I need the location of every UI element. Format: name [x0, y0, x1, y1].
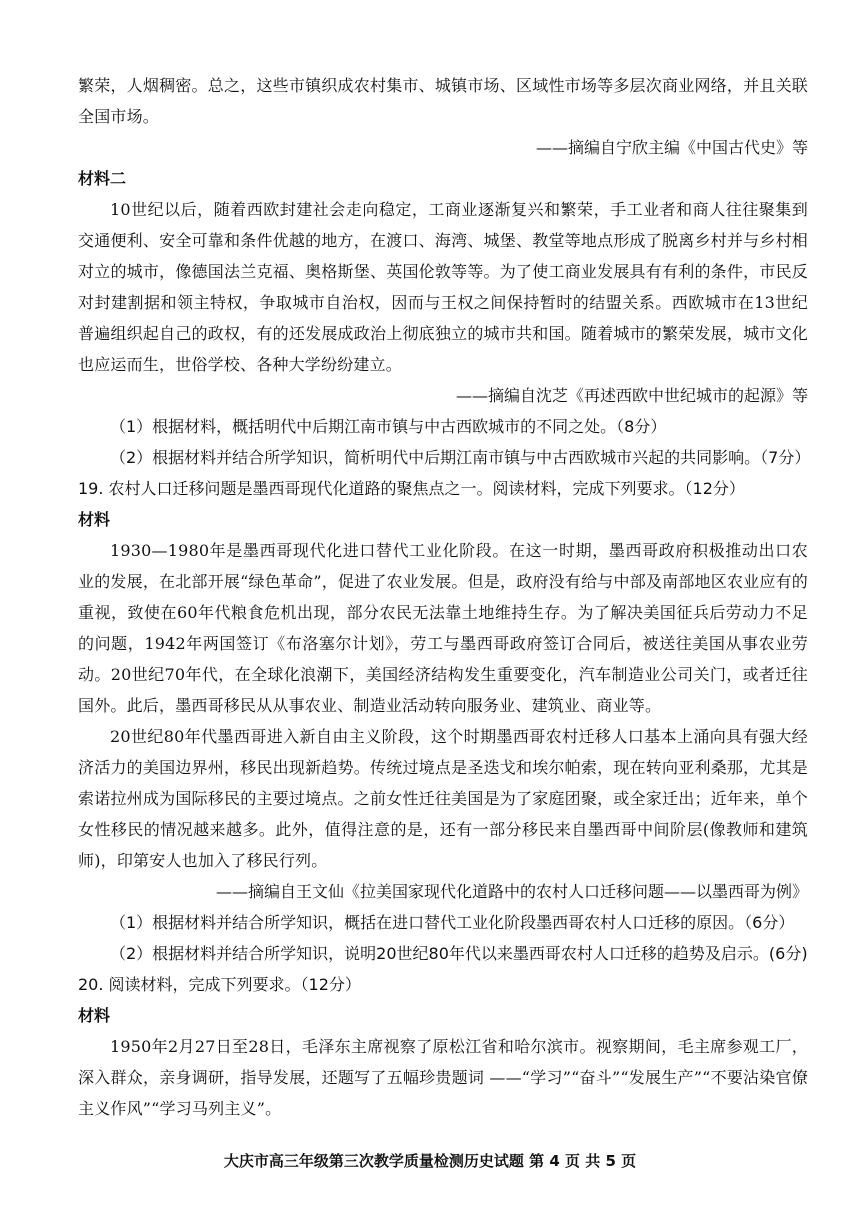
page-footer: 大庆市高三年级第三次教学质量检测历史试题 第 4 页 共 5 页 [223, 1152, 637, 1170]
q19-material-heading: 材料 [78, 510, 111, 529]
material2-text: 10世纪以后，随着西欧封建社会走向稳定，工商业逐渐复兴和繁荣，手工业者和商人往往聚集到交通便利、安全可靠和条件优越的地方，在渡口、海湾、城堡、教堂等地点形成了脱离乡村并与乡村相对立的城市，像德国法兰克福、奥格斯堡、英国伦敦等等。为了使工商业发展具有有利的条件，市民反对封建割据和领主特权，争取城市自治权，因而与王权之间保持暂时的结盟关系。西欧城市在13世纪普遍组织起自己的政权，有的还发展成政治上彻底独立的城市共和国。随着城市的繁荣发展，城市文化也应运而生，世俗学校、各种大学纷纷建立。 [78, 200, 808, 374]
q19-material-para2: 20世纪80年代墨西哥进入新自由主义阶段，这个时期墨西哥农村迁移人口基本上涌向具有强大经济活力的美国边界州，移民出现新趋势。传统过境点是圣迭戈和埃尔帕索，现在转向亚利桑那，尤其是索诺拉州成为国际移民的主要过境点。之前女性迁往美国是为了家庭团聚，或全家迁出；近年来，单个女性移民的情况越来越多。此外，值得注意的是，还有一部分移民来自墨西哥中间阶层(像教师和建筑师)，印第安人也加入了移民行列。 [78, 727, 808, 870]
q19-material-para1: 1930—1980年是墨西哥现代化进口替代工业化阶段。在这一时期，墨西哥政府积极推动出口农业的发展，在北部开展“绿色革命”，促进了农业发展。但是，政府没有给与中部及南部地区农业应有的重视，致使在60年代粮食危机出现，部分农民无法靠土地维持生存。为了解决美国征兵后劳动力不足的问题，1942年两国签订《布洛塞尔计划》，劳工与墨西哥政府签订合同后，被送往美国从事农业劳动。20世纪70年代，在全球化浪潮下，美国经济结构发生重要变化，汽车制造业公司关门，或者迁往国外。此后，墨西哥移民从从事农业、制造业活动转向服务业、建筑业、商业等。 [78, 541, 808, 715]
q20-material-heading: 材料 [78, 1006, 111, 1025]
material2-source: ——摘编自沈芝《再述西欧中世纪城市的起源》等 [455, 386, 808, 405]
material1-source: ——摘编自宁欣主编《中国古代史》等 [535, 138, 808, 157]
q19-part2: （2）根据材料并结合所学知识，说明20世纪80年代以来墨西哥农村人口迁移的趋势及启示。(6分) [110, 944, 808, 963]
q19-source: ——摘编自王文仙《拉美国家现代化道路中的农村人口迁移问题——以墨西哥为例》 [215, 882, 808, 901]
exam-page-body [78, 70, 811, 1124]
q20-title: 20. 阅读材料，完成下列要求。（12分） [78, 975, 361, 994]
q20-material-para1: 1950年2月27日至28日，毛泽东主席视察了原松江省和哈尔滨市。视察期间，毛主席参观工厂，深入群众，亲身调研，指导发展，还题写了五幅珍贵题词 ——“学习”“奋斗”“发展生产”“不要沾染官僚主义作风”“学习马列主义”。 [78, 1037, 808, 1118]
q18-part2: （2）根据材料并结合所学知识，简析明代中后期江南市镇与中古西欧城市兴起的共同影响。（7分） [110, 448, 811, 467]
q19-title: 19. 农村人口迁移问题是墨西哥现代化道路的聚焦点之一。阅读材料，完成下列要求。（12分） [78, 479, 745, 498]
q18-part1: （1）根据材料，概括明代中后期江南市镇与中古西欧城市的不同之处。（8分） [110, 417, 667, 436]
material1-continuation: 繁荣，人烟稠密。总之，这些市镇织成农村集市、城镇市场、区域性市场等多层次商业网络，并且关联全国市场。 [78, 76, 808, 126]
q19-part1: （1）根据材料并结合所学知识，概括在进口替代工业化阶段墨西哥农村人口迁移的原因。（6分） [110, 913, 795, 932]
material2-heading: 材料二 [78, 169, 127, 188]
